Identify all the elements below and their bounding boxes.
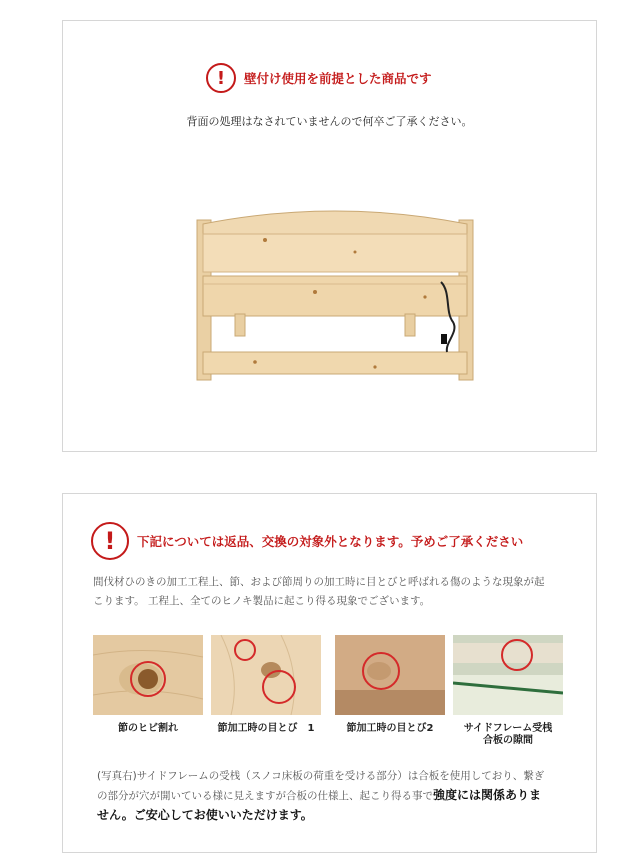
non-returnable-notice-card [62, 493, 597, 853]
wall-mount-notice-card [62, 20, 597, 452]
photo-caption-3: 節加工時の目とび2 [346, 723, 434, 734]
headboard-back-photo [195, 202, 475, 382]
exclamation-circle-icon: ! [91, 522, 129, 560]
wall-mount-warning-title: 壁付け使用を前提とした商品です [244, 71, 432, 86]
knot-tearout-photo-1 [211, 635, 321, 715]
wood-defect-explanation: 間伐材ひのきの加工工程上、節、および節周りの加工時に目とびと呼ばれる傷のような現象が起 こります。 工程上、全てのヒノキ製品に起こり得る現象でございます。 [93, 576, 545, 607]
wall-mount-warning-subtitle: 背面の処理はなされていませんので何卒ご了承ください。 [186, 115, 473, 128]
knot-crack-photo [93, 635, 203, 715]
side-frame-gap-photo [453, 635, 563, 715]
wall-mount-warning-heading [206, 63, 432, 93]
photo-caption-2: 節加工時の目とび 1 [217, 723, 315, 734]
photo-caption-4: サイドフレーム受桟 合板の隙間 [463, 723, 553, 746]
knot-tearout-photo-2 [335, 635, 445, 715]
non-returnable-warning-heading [91, 522, 523, 560]
side-frame-note: (写真右)サイドフレームの受桟（スノコ床板の荷重を受ける部分）は合板を使用しており、繋ぎ の部分が穴が開いている様に見えますが合板の仕様上、起こり得る事で強度には関係ありま せん。ご安心してお使いいただけます。 [97, 770, 545, 822]
photo-caption-1: 節のヒビ割れ [118, 723, 178, 734]
non-returnable-warning-title: 下記については返品、交換の対象外となります。予めご了承ください [137, 534, 524, 549]
exclamation-circle-icon: ! [206, 63, 236, 93]
